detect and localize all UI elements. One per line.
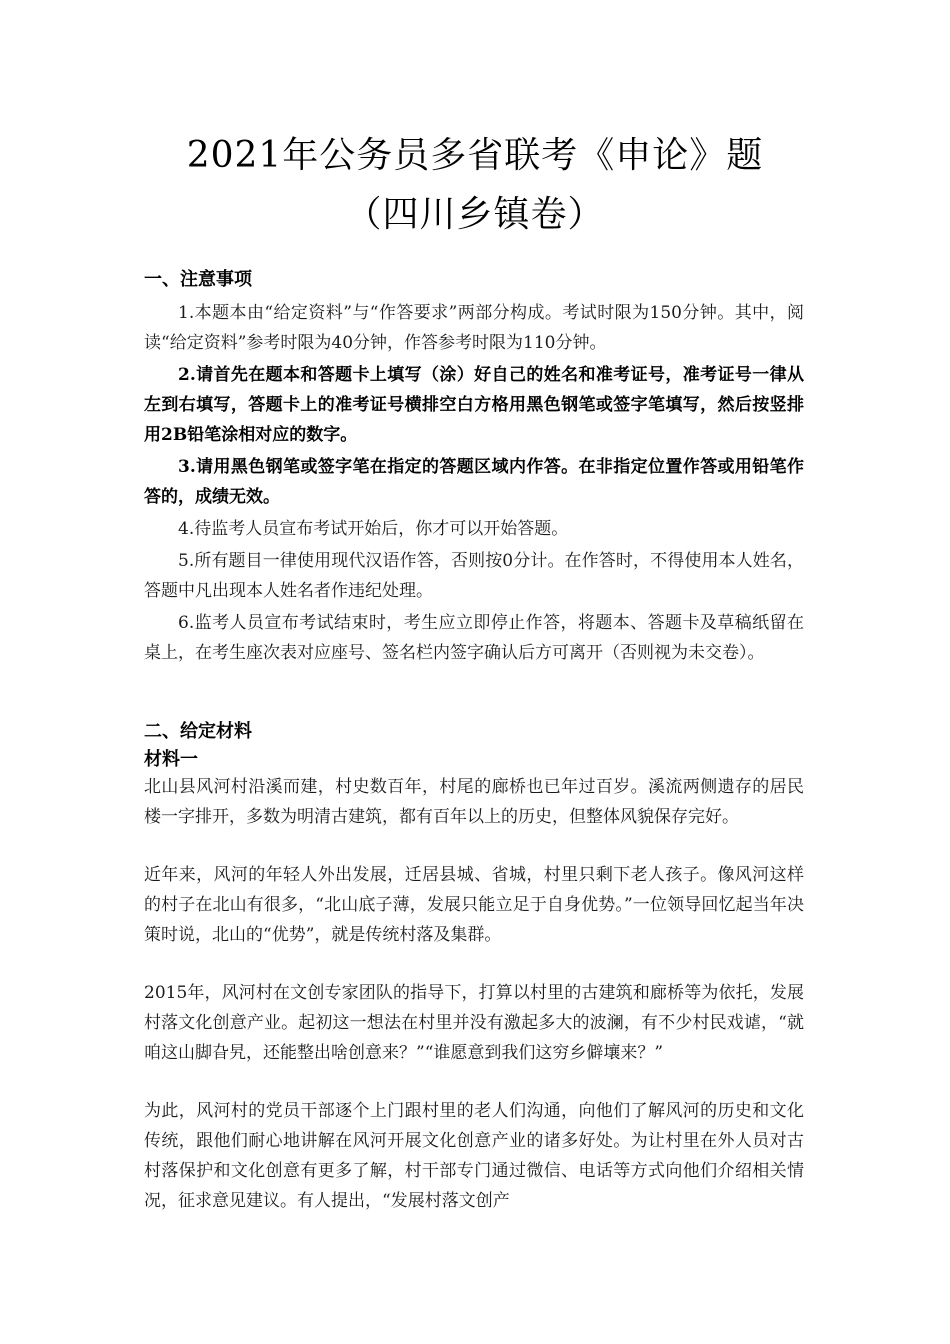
notice-item-3: 3.请用黑色钢笔或签字笔在指定的答题区域内作答。在非指定位置作答或用铅笔作答的，成绩无效。 <box>144 457 804 507</box>
notice-item-6: 6.监考人员宣布考试结束时，考生应立即停止作答，将题本、答题卡及草稿纸留在桌上，在考生座次表对应座号、签名栏内签字确认后方可离开（否则视为未交卷）。 <box>144 613 804 663</box>
material-paragraph: 北山县风河村沿溪而建，村史数百年，村尾的廊桥也已年过百岁。溪流两侧遗存的居民楼一字排开，多数为明清古建筑，都有百年以上的历史，但整体风貌保存完好。 <box>144 777 804 827</box>
notice-item-1: 1.本题本由“给定资料”与“作答要求”两部分构成。考试时限为150分钟。其中，阅读“给定资料”参考时限为40分钟，作答参考时限为110分钟。 <box>144 303 804 353</box>
section-heading-notice: 一、注意事项 <box>144 269 252 290</box>
material-body <box>144 772 804 1216</box>
notice-item-4: 4.待监考人员宣布考试开始后，你才可以开始答题。 <box>178 519 569 539</box>
section-heading-materials: 二、给定材料 <box>144 721 252 742</box>
document-subtitle: （四川乡镇卷） <box>345 194 605 235</box>
material-paragraph: 2015年，风河村在文创专家团队的指导下，打算以村里的古建筑和廊桥等为依托，发展村落文化创意产业。起初这一想法在村里并没有激起多大的波澜，有不少村民戏谑，“就咱这山脚旮旯，还能整出啥创意来？”“谁愿意到我们这穷乡僻壤来？” <box>144 983 804 1063</box>
material-title: 材料一 <box>144 749 198 770</box>
notice-list <box>144 298 804 668</box>
material-paragraph: 近年来，风河的年轻人外出发展，迁居县城、省城，村里只剩下老人孩子。像风河这样的村子在北山有很多，“北山底子薄，发展只能立足于自身优势。”一位领导回忆起当年决策时说，北山的“优势”，就是传统村落及集群。 <box>144 865 804 945</box>
material-paragraph: 为此，风河村的党员干部逐个上门跟村里的老人们沟通，向他们了解风河的历史和文化传统，跟他们耐心地讲解在风河开展文化创意产业的诸多好处。为让村里在外人员对古村落保护和文化创意有更多了解，村干部专门通过微信、电话等方式向他们介绍相关情况，征求意见建议。有人提出，“发展村落文创产 <box>144 1101 804 1211</box>
notice-item-2: 2.请首先在题本和答题卡上填写（涂）好自己的姓名和准考证号，准考证号一律从左到右填写，答题卡上的准考证号横排空白方格用黑色钢笔或签字笔填写，然后按竖排用2B铅笔涂相对应的数字。 <box>144 365 804 445</box>
document-title: 2021年公务员多省联考《申论》题 <box>186 135 764 176</box>
notice-item-5: 5.所有题目一律使用现代汉语作答，否则按0分计。在作答时，不得使用本人姓名，答题中凡出现本人姓名者作违纪处理。 <box>144 551 804 601</box>
